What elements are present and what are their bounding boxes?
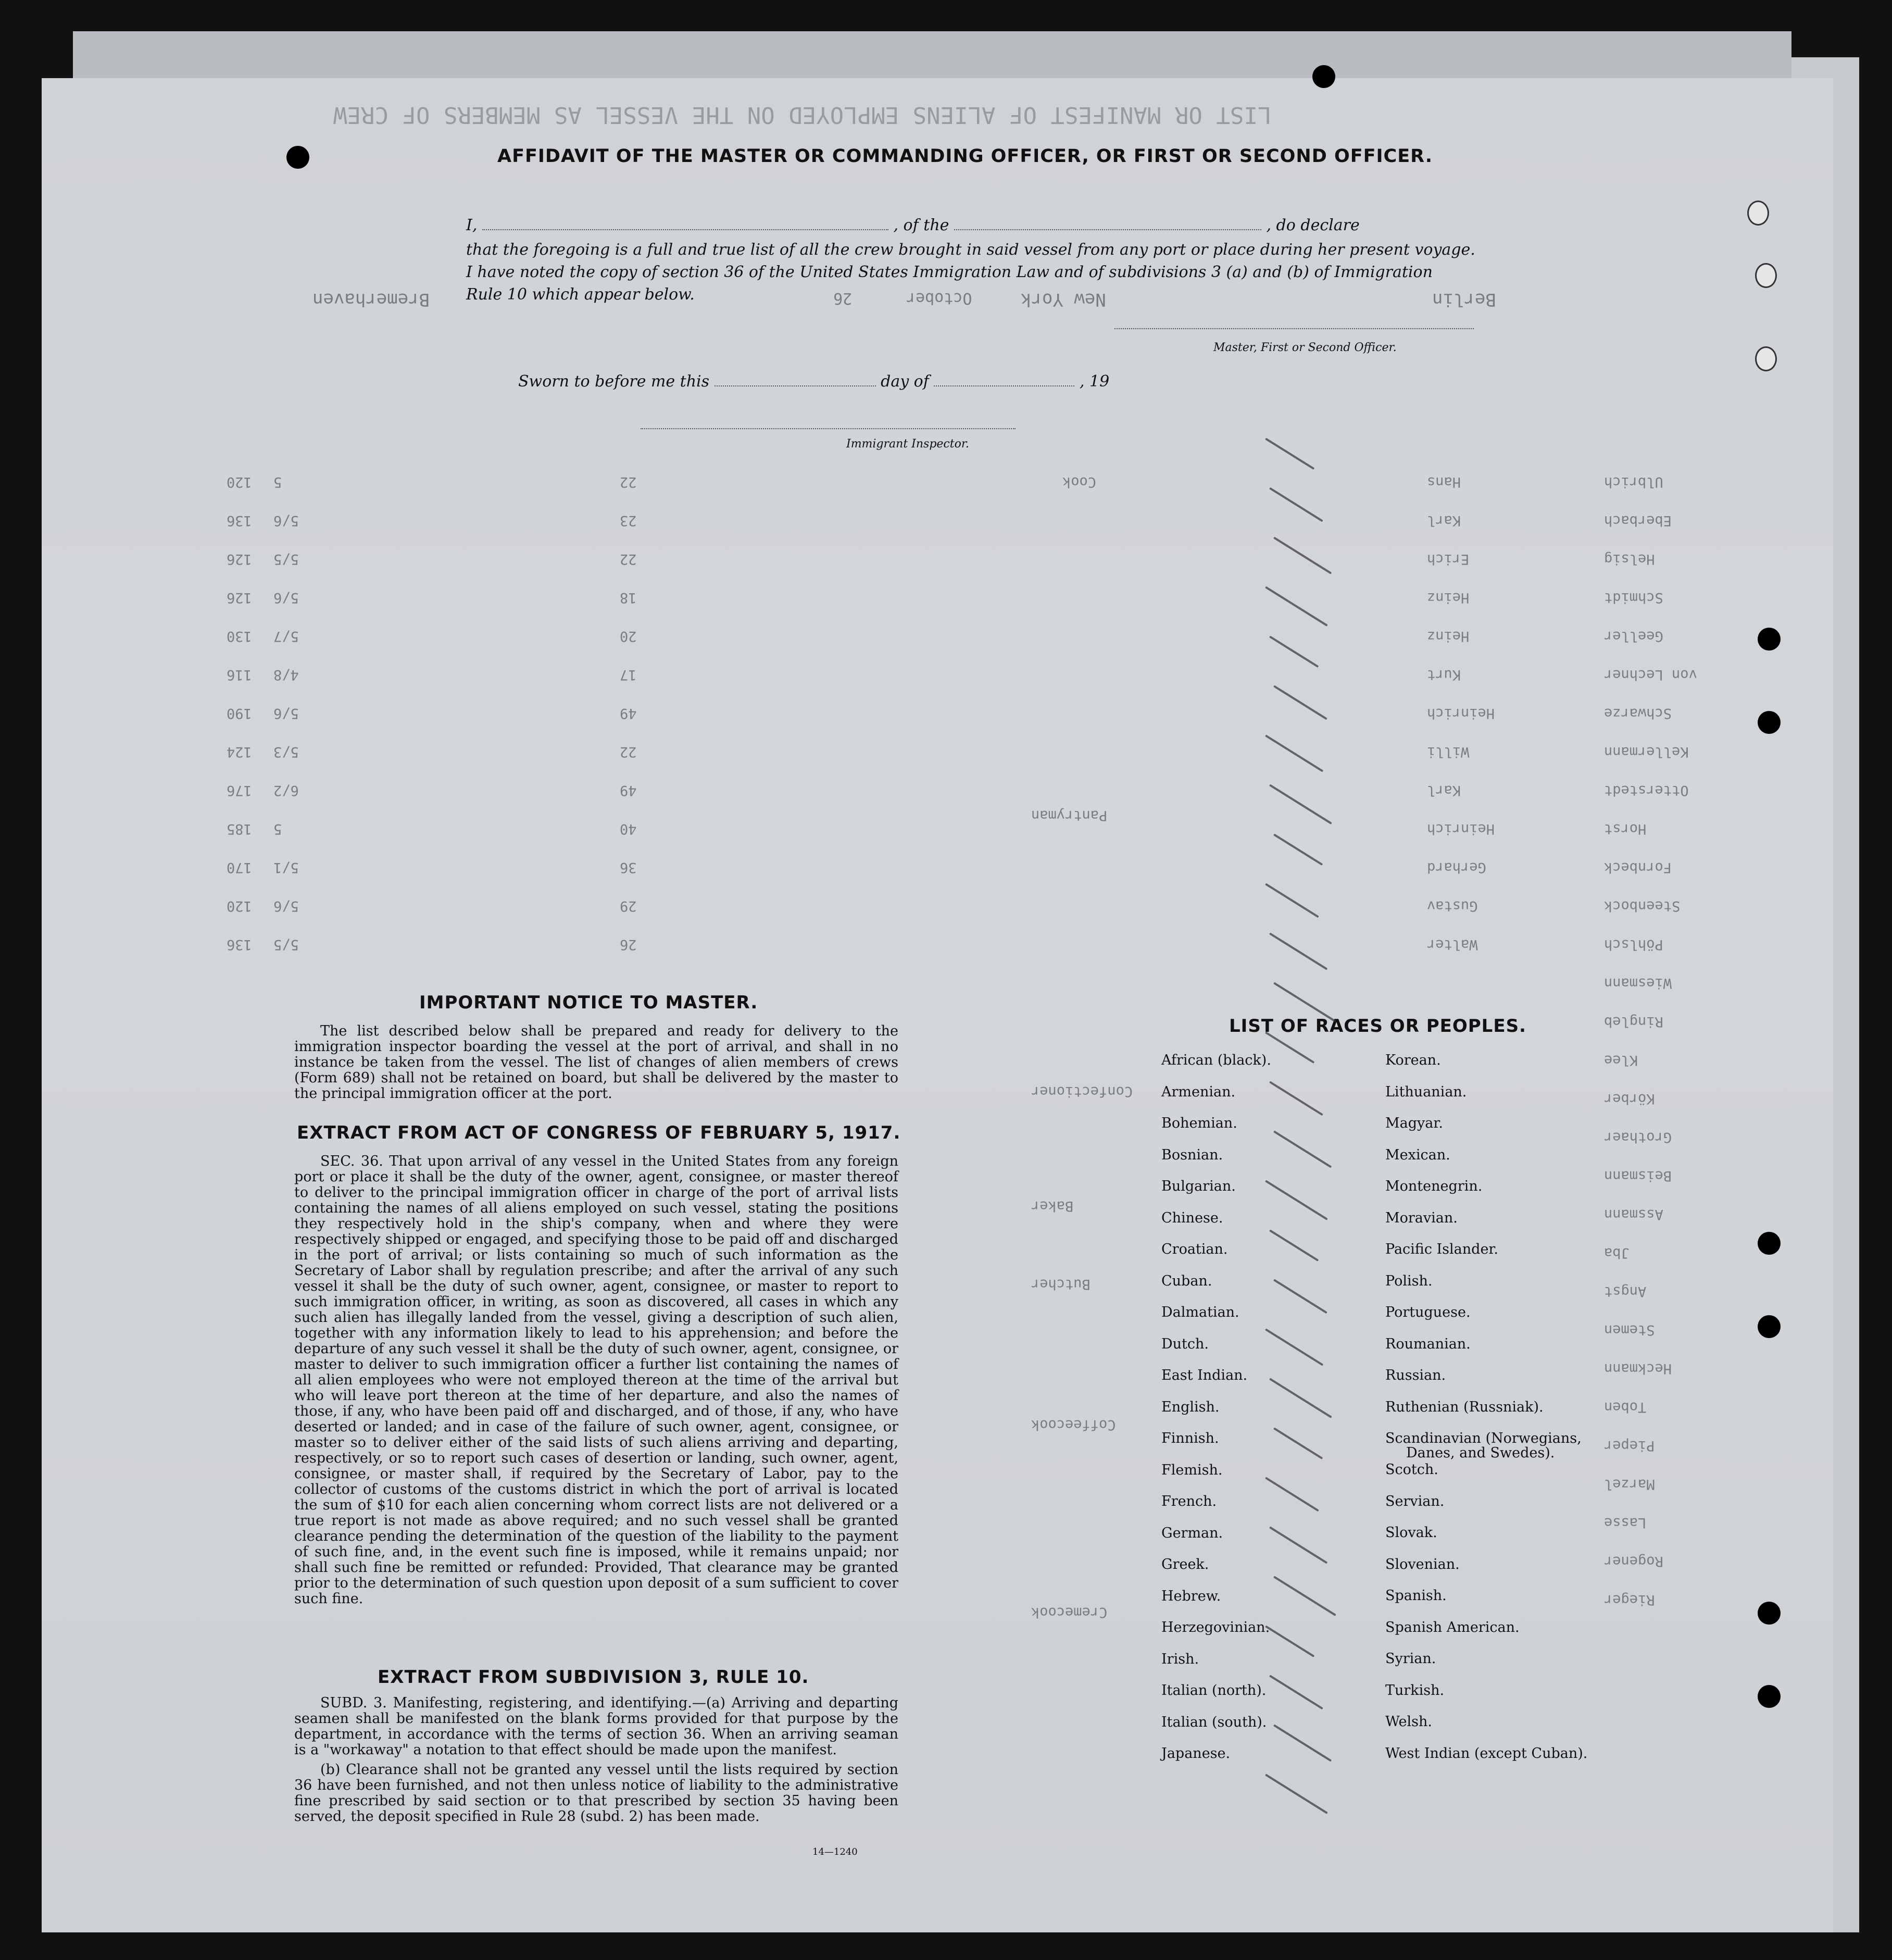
bleed-weight: 116 xyxy=(227,667,252,683)
punch-hole xyxy=(286,146,309,169)
sworn-month-field xyxy=(934,385,1074,386)
race-item: Welsh. xyxy=(1385,1714,1432,1730)
race-item: Mexican. xyxy=(1385,1146,1450,1163)
bleed-weight: 170 xyxy=(227,859,252,876)
bleed-age: 36 xyxy=(620,859,637,876)
race-item: Slovak. xyxy=(1385,1525,1437,1541)
race-item: Montenegrin. xyxy=(1385,1178,1483,1194)
punch-hole xyxy=(1312,65,1335,88)
bleed-height: 5/6 xyxy=(273,898,299,914)
race-item: Dalmatian. xyxy=(1161,1304,1239,1320)
race-item: East Indian. xyxy=(1161,1367,1248,1383)
bleed-day: 26 xyxy=(833,289,853,307)
bleed-surname: Körber xyxy=(1604,1091,1655,1107)
bleed-age: 40 xyxy=(620,821,637,837)
race-item: Flemish. xyxy=(1161,1462,1223,1478)
bleed-height: 5/6 xyxy=(273,513,299,529)
race-item: Russian. xyxy=(1385,1367,1446,1383)
race-item: Bulgarian. xyxy=(1161,1178,1236,1194)
affidavit-line3: I have noted the copy of section 36 of the United States Immigration Law and of subdivisions 3 (a) and (b) of Immigration xyxy=(466,263,1433,281)
punch-hole xyxy=(1758,711,1781,734)
race-item: Servian. xyxy=(1385,1493,1445,1509)
bleed-surname: Rieger xyxy=(1604,1592,1655,1608)
bleed-height: 5/7 xyxy=(273,628,299,644)
bleed-weight: 136 xyxy=(227,937,252,953)
bleed-occupation: Confectioner xyxy=(1031,1083,1133,1100)
bleed-occupation: Baker xyxy=(1031,1198,1074,1214)
bleed-surname: Heckmann xyxy=(1604,1360,1672,1377)
bleed-ship: Berlin xyxy=(1432,289,1496,310)
bleed-surname: Pöhlsch xyxy=(1604,937,1663,953)
binder-ring-hole xyxy=(1755,346,1777,371)
rule-body xyxy=(294,1695,898,1829)
sworn-day-of: day of xyxy=(881,372,929,391)
bleed-surname: Pieper xyxy=(1604,1438,1655,1454)
bleed-weight: 124 xyxy=(227,744,252,760)
sworn-prefix: Sworn to before me this xyxy=(518,372,710,391)
bleed-weight: 126 xyxy=(227,590,252,606)
bleed-surname: Stemen xyxy=(1604,1322,1655,1338)
race-item: Irish. xyxy=(1161,1651,1199,1667)
bleed-surname: Wiesmann xyxy=(1604,975,1672,991)
race-item: Chinese. xyxy=(1161,1209,1223,1226)
bleed-age: 22 xyxy=(620,744,637,760)
binder-ring-hole xyxy=(1747,201,1769,226)
race-item: Bohemian. xyxy=(1161,1115,1237,1131)
race-item: French. xyxy=(1161,1493,1217,1509)
bleed-surname: von Lechner xyxy=(1604,667,1697,683)
act-paragraph: SEC. 36. That upon arrival of any vessel in the United States from any foreign port or place it shall be the duty of the owner, agent, consignee, or master thereof to deliver to the principal immigration officer in charge of the port of arrival lists containing the names of all aliens employed on such vessel, stating the positions they respectively hold in the ship's company, when and where they were respectively shipped or engaged, and specifying those to be paid off and discharged in the port of arrival; or lists containing so much of such information as the Secretary of Labor shall by regulation prescribe; and after the arrival of any such vessel it shall be the duty of such owner, agent, consignee, or master to report to such immigration officer, in writing, as soon as discovered, all cases in which any such alien has illegally landed from the vessel, giving a description of such alien, together with any information likely to lead to his apprehension; and before the departure of any such vessel it shall be the duty of such owner, agent, consignee, or master to deliver to such immigration officer a further list containing the names of all alien employees who were not employed thereon at the time of the arrival but who will leave port thereon at the time of her departure, and also the names of those, if any, who have been paid off and discharged, and of those, if any, who have deserted or landed; and in case of the failure of such owner, agent, consignee, or master so to deliver either of the said lists of such aliens arriving and departing, respectively, or so to report such cases of desertion or landing, such owner, agent, consignee, or master shall, if required by the Secretary of Labor, pay to the collector of customs of the customs district in which the port of arrival is located the sum of $10 for each alien concerning whom correct lists are not delivered or a true report is not made as above required; and no such vessel shall be granted clearance pending the determination of the question of the liability to the payment of such fine, and, in the event such fine is imposed, while it remains unpaid; nor shall such fine be remitted or refunded: Provided, That clearance may be granted prior to the determination of such question upon deposit of a sum sufficient to cover such fine. xyxy=(294,1153,898,1607)
race-item: African (black). xyxy=(1161,1052,1271,1068)
bleed-given-name: Erich xyxy=(1427,551,1470,567)
bleed-surname: Beismann xyxy=(1604,1168,1672,1184)
race-item: Croatian. xyxy=(1161,1241,1228,1257)
race-item: Syrian. xyxy=(1385,1651,1436,1667)
affidavit-line4: Rule 10 which appear below. xyxy=(466,285,695,304)
bleed-given-name: Karl xyxy=(1427,513,1461,529)
bleed-height: 5/6 xyxy=(273,705,299,721)
bleed-from-port: Bremerhaven xyxy=(312,289,430,310)
race-item: Italian (south). xyxy=(1161,1714,1267,1730)
race-item: Pacific Islander. xyxy=(1385,1241,1498,1257)
bleed-given-name: Heinz xyxy=(1427,590,1470,606)
race-item: Spanish. xyxy=(1385,1588,1447,1604)
bleed-age: 20 xyxy=(620,628,637,644)
race-item: Armenian. xyxy=(1161,1083,1236,1100)
rule-title: EXTRACT FROM SUBDIVISION 3, RULE 10. xyxy=(378,1667,809,1688)
race-item: Slovenian. xyxy=(1385,1556,1460,1572)
bleed-height: 5/1 xyxy=(273,859,299,876)
bleed-given-name: Willi xyxy=(1427,744,1470,760)
punch-hole xyxy=(1758,1232,1781,1255)
bleed-given-name: Heinz xyxy=(1427,628,1470,644)
race-item: Japanese. xyxy=(1161,1745,1231,1762)
bleed-height: 5/5 xyxy=(273,551,299,567)
bleed-weight: 120 xyxy=(227,898,252,914)
bleed-age: 22 xyxy=(620,474,637,490)
bleed-surname: Toben xyxy=(1604,1399,1647,1415)
race-item: Scandinavian (Norwegians, xyxy=(1385,1430,1582,1446)
bleed-age: 23 xyxy=(620,513,637,529)
bleed-surname: Steenbock xyxy=(1604,898,1681,914)
race-item: Finnish. xyxy=(1161,1430,1219,1446)
race-item: Turkish. xyxy=(1385,1682,1445,1699)
sworn-day-field xyxy=(715,385,876,386)
race-item: Cuban. xyxy=(1161,1272,1212,1289)
race-item: West Indian (except Cuban). xyxy=(1385,1745,1588,1762)
bleed-surname: Rogener xyxy=(1604,1553,1663,1569)
bleed-header-title: LIST OR MANIFEST OF ALIENS EMPLOYED ON THE VESSEL AS MEMBERS OF CREW xyxy=(333,102,1272,128)
race-item: Moravian. xyxy=(1385,1209,1458,1226)
inspector-signature-line xyxy=(641,428,1016,429)
bleed-given-name: Gustav xyxy=(1427,898,1478,914)
bleed-surname: Fornbeck xyxy=(1604,859,1672,876)
race-item: Greek. xyxy=(1161,1556,1209,1572)
bleed-given-name: Kurt xyxy=(1427,667,1461,683)
bleed-age: 26 xyxy=(620,937,637,953)
race-item: Ruthenian (Russniak). xyxy=(1385,1399,1544,1415)
race-item: Magyar. xyxy=(1385,1115,1443,1131)
bleed-weight: 130 xyxy=(227,628,252,644)
bleed-height: 5/3 xyxy=(273,744,299,760)
signature-label: Master, First or Second Officer. xyxy=(1213,341,1397,354)
race-item: Portuguese. xyxy=(1385,1304,1471,1320)
affidavit-do-declare: , do declare xyxy=(1266,216,1360,234)
rule-paragraph-b: (b) Clearance shall not be granted any vessel until the lists required by section 36 have been furnished, and not then unless notice of liability to the administrative fine prescribed by said section or to that prescribed by section 35 having been served, the deposit specified in Rule 28 (subd. 2) has been made. xyxy=(294,1762,898,1825)
bleed-occupation: Cremecook xyxy=(1031,1604,1108,1620)
bleed-weight: 126 xyxy=(227,551,252,567)
bleed-age: 49 xyxy=(620,705,637,721)
race-item: Bosnian. xyxy=(1161,1146,1223,1163)
bleed-surname: Lasse xyxy=(1604,1515,1647,1531)
bleed-height: 5/5 xyxy=(273,937,299,953)
bleed-surname: Geeller xyxy=(1604,628,1663,644)
master-name-field xyxy=(482,229,888,230)
bleed-surname: Schmidt xyxy=(1604,590,1663,606)
bleed-surname: Kellermann xyxy=(1604,744,1689,760)
bleed-height: 5 xyxy=(273,474,282,490)
bleed-surname: Grothaer xyxy=(1604,1129,1672,1145)
bleed-height: 6/2 xyxy=(273,782,299,798)
affidavit-i: I, xyxy=(466,216,478,234)
punch-hole xyxy=(1758,1685,1781,1708)
bleed-surname: Otterstedt xyxy=(1604,782,1689,798)
manifest-page xyxy=(42,78,1833,1932)
bleed-height: 4/8 xyxy=(273,667,299,683)
form-number: 14—1240 xyxy=(812,1846,858,1857)
race-item: Hebrew. xyxy=(1161,1588,1221,1604)
bleed-age: 22 xyxy=(620,551,637,567)
bleed-age: 29 xyxy=(620,898,637,914)
bleed-weight: 136 xyxy=(227,513,252,529)
punch-hole xyxy=(1758,628,1781,651)
rule-paragraph-a: SUBD. 3. Manifesting, registering, and identifying.—(a) Arriving and departing seamen shall be manifested on the blank forms provided for that purpose by the department, in accordance with the terms of section 36. When an arriving seaman is a "workaway" a notation to that effect should be made upon the manifest. xyxy=(294,1695,898,1758)
bleed-weight: 185 xyxy=(227,821,252,837)
affidavit-declaration-line xyxy=(466,216,1487,234)
punch-hole xyxy=(1758,1602,1781,1625)
race-item: Danes, and Swedes). xyxy=(1406,1445,1555,1461)
bleed-port: New York xyxy=(1021,289,1106,310)
bleed-occupation: Cook xyxy=(1062,474,1097,490)
bleed-age: 18 xyxy=(620,590,637,606)
bleed-given-name: Heinrich xyxy=(1427,705,1495,721)
race-item: Herzegovinian. xyxy=(1161,1619,1270,1636)
race-item: Lithuanian. xyxy=(1385,1083,1467,1100)
bleed-given-name: Hans xyxy=(1427,474,1461,490)
bleed-given-name: Walter xyxy=(1427,937,1478,953)
punch-hole xyxy=(1758,1315,1781,1338)
races-title: LIST OF RACES OR PEOPLES. xyxy=(1229,1016,1526,1037)
bleed-surname: Klee xyxy=(1604,1052,1638,1068)
notice-title: IMPORTANT NOTICE TO MASTER. xyxy=(419,992,758,1013)
bleed-surname: Angst xyxy=(1604,1283,1647,1300)
sworn-year: , 19 xyxy=(1079,372,1110,391)
bleed-given-name: Karl xyxy=(1427,782,1461,798)
sworn-line xyxy=(518,372,1109,391)
bleed-surname: Ringleb xyxy=(1604,1014,1663,1030)
binder-ring-hole xyxy=(1755,263,1777,288)
notice-body xyxy=(294,1023,898,1106)
bleed-age: 17 xyxy=(620,667,637,683)
race-item: German. xyxy=(1161,1525,1223,1541)
race-item: Spanish American. xyxy=(1385,1619,1520,1636)
bleed-given-name: Gerhard xyxy=(1427,859,1486,876)
bleed-given-name: Heinrich xyxy=(1427,821,1495,837)
race-item: English. xyxy=(1161,1399,1220,1415)
race-item: Scotch. xyxy=(1385,1462,1438,1478)
bleed-weight: 120 xyxy=(227,474,252,490)
race-item: Italian (north). xyxy=(1161,1682,1267,1699)
act-body xyxy=(294,1154,898,1611)
race-item: Polish. xyxy=(1385,1272,1433,1289)
bleed-weight: 176 xyxy=(227,782,252,798)
inspector-label: Immigrant Inspector. xyxy=(846,438,969,451)
bleed-surname: Marzel xyxy=(1604,1476,1655,1492)
bleed-surname: Jba xyxy=(1604,1245,1630,1261)
bleed-height: 5 xyxy=(273,821,282,837)
race-item: Dutch. xyxy=(1161,1335,1209,1352)
affidavit-of-the: , of the xyxy=(893,216,949,234)
race-item: Korean. xyxy=(1385,1052,1441,1068)
bleed-crew-list xyxy=(42,78,1833,1932)
bleed-surname: Horst xyxy=(1604,821,1647,837)
bleed-surname: Eberbach xyxy=(1604,513,1672,529)
bleed-occupation: Pantryman xyxy=(1031,807,1108,823)
bleed-age: 49 xyxy=(620,782,637,798)
notice-paragraph: The list described below shall be prepared and ready for delivery to the immigration inspector boarding the vessel at the port of arrival, and shall in no instance be taken from the vessel. The list of changes of alien members of crews (Form 689) shall not be retained on board, but shall be delivered by the master to the principal immigration officer at the port. xyxy=(294,1023,898,1102)
affidavit-line2: that the foregoing is a full and true list of all the crew brought in said vessel from any port or place during her present voyage. xyxy=(466,241,1475,259)
signature-line xyxy=(1114,328,1474,329)
bleed-height: 5/6 xyxy=(273,590,299,606)
bleed-month: October xyxy=(906,289,972,307)
bleed-surname: Assmann xyxy=(1604,1206,1663,1222)
bleed-occupation: Butcher xyxy=(1031,1276,1091,1292)
affidavit-title: AFFIDAVIT OF THE MASTER OR COMMANDING OFFICER, OR FIRST OR SECOND OFFICER. xyxy=(497,146,1433,167)
bleed-surname: Helsig xyxy=(1604,551,1655,567)
vessel-name-field xyxy=(954,229,1261,230)
bleed-weight: 190 xyxy=(227,705,252,721)
race-item: Roumanian. xyxy=(1385,1335,1471,1352)
bleed-occupation: Coffeecook xyxy=(1031,1417,1116,1433)
act-title: EXTRACT FROM ACT OF CONGRESS OF FEBRUARY 5, 1917. xyxy=(297,1122,901,1143)
bleed-surname: Ulbrich xyxy=(1604,474,1663,490)
bleed-surname: Schwarze xyxy=(1604,705,1672,721)
